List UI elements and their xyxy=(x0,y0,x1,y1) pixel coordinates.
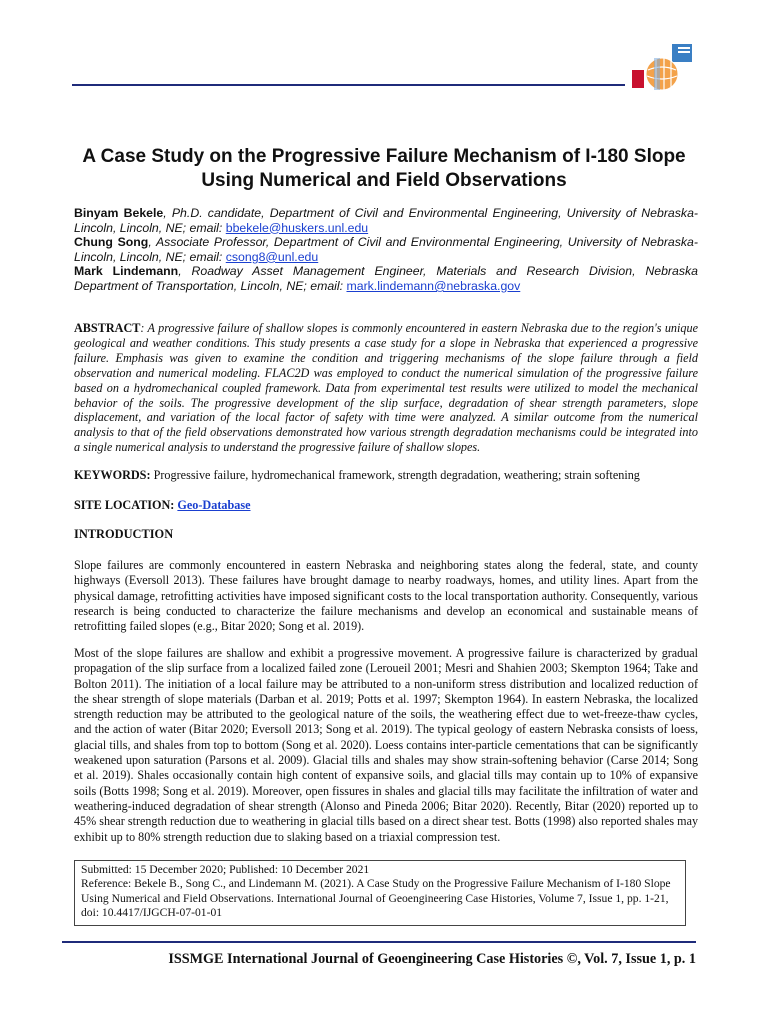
page-footer: ISSMGE International Journal of Geoengineering Case Histories ©, Vol. 7, Issue 1, p. 1 xyxy=(168,951,696,967)
author-entry xyxy=(74,235,698,264)
submission-dates: Submitted: 15 December 2020; Published: 10 December 2021 xyxy=(81,863,370,876)
header-rule xyxy=(72,84,625,86)
journal-logo xyxy=(632,42,694,98)
author-affiliation: , Associate Professor, Department of Civil and Environmental Engineering, University of Nebraska-Lincoln, Lincoln, NE; email: xyxy=(74,235,698,264)
author-entry xyxy=(74,264,698,293)
paragraph-text: Most of the slope failures are shallow and exhibit a progressive movement. A progressive failure is characterized by gradual propagation of the slip surface from a localized failed zone (Leroueil 2001; Mesri and Shahien 2003; Skempton 1964; Take and Bolton 2011). The initiation of a local failure may be attributed to a non-uniform stress distribution and localized reduction of the shear strength of slope materials (Darban et al. 2019; Potts et al. 1997; Skempton 1964). In eastern Nebraska, the localized strength reduction may be attributed to the geological nature of the soils, the weathering effect due to wet-freeze-thaw cycles, and the action of water (Bitar 2020; Eversoll 2013; Song et al. 2019). The typical geology of eastern Nebraska consists of loess, glacial tills, and shales from top to bottom (Song et al. 2020). Loess contains inter-particle cementations that can be significantly weakened upon saturation (Parsons et al. 2009). Glacial tills and shales may show strain-softening behavior (Carse 2014; Song et al. 2019). Shales occasionally contain high content of expansive soils, and glacial tills may contain up to 10% of expansive soils (Botts 1998; Song et al. 2019). Moreover, open fissures in shales and glacial tills may facilitate the infiltration of water and weathering-induced degradation of shear strength (Alonso and Pineda 2006; Bitar 2020). Recently, Bitar (2020) reported up to 45% shear strength reduction due to weathering in glacial tills based on a direct shear test. Botts (1998) also reported shales may exhibit up to 80% strength reduction due to slaking based on a triaxial compression test. xyxy=(74,646,698,844)
author-email-link[interactable]: bbekele@huskers.unl.edu xyxy=(225,220,369,235)
abstract xyxy=(74,321,698,455)
author-name: Mark Lindemann xyxy=(74,264,179,279)
author-affiliation: , Ph.D. candidate, Department of Civil and Environmental Engineering, University of Nebraska-Lincoln, Lincoln, NE; email: xyxy=(74,206,698,235)
site-location-label: SITE LOCATION: xyxy=(74,498,175,512)
abstract-text: : A progressive failure of shallow slopes is commonly encountered in eastern Nebraska due to the region's unique geological and weather conditions. This study presents a case study for a slope in Nebraska that experienced a progressive failure. Emphasis was given to examine the condition and triggering mechanisms of the slope failure through a field observation and numerical modeling. FLAC2D was employed to conduct the numerical simulation of the progressive failure based on a hydromechanical coupled framework. Data from experimental test results were utilized to model the mechanical behavior of the soils. The progressive development of the slip surface, degradation of shear strength parameters, slope displacement, and variation of the local factor of safety with time were analyzed. A similar outcome from the numerical analysis to that of the field observations demonstrated how various strength degradation mechanisms could be integrated into a single numerical analysis to understand the progressive failure of shallow slopes. xyxy=(74,321,698,455)
body-paragraph xyxy=(74,646,698,845)
geo-database-link[interactable]: Geo-Database xyxy=(177,498,251,512)
author-affiliation: , Roadway Asset Management Engineer, Materials and Research Division, Nebraska Department of Transportation, Lincoln, NE; email: xyxy=(74,264,698,293)
author-name: Binyam Bekele xyxy=(74,206,164,220)
section-heading: INTRODUCTION xyxy=(74,527,174,541)
body-paragraph xyxy=(74,558,698,634)
footer-rule xyxy=(62,941,696,943)
citation-reference: Reference: Bekele B., Song C., and Lindemann M. (2021). A Case Study on the Progressive Failure Mechanism of I-180 Slope Using Numerical and Field Observations. International Journal of Geoengineering Case Histories, Volume 7, Issue 1, pp. 1-21, doi: 10.4417/IJGCH-07-01-01 xyxy=(81,877,671,919)
author-name: Chung Song xyxy=(74,235,149,250)
submission-box xyxy=(74,860,686,926)
keywords-text: Progressive failure, hydromechanical framework, strength degradation, weathering; strain softening xyxy=(150,468,640,482)
abstract-label: ABSTRACT xyxy=(74,321,141,335)
keywords xyxy=(74,468,698,483)
keywords-label: KEYWORDS: xyxy=(74,468,151,482)
site-location xyxy=(74,498,698,513)
paper-title: A Case Study on the Progressive Failure Mechanism of I-180 Slope Using Numerical and Field Observations xyxy=(82,146,686,191)
author-email-link[interactable]: csong8@unl.edu xyxy=(225,249,319,264)
author-block xyxy=(74,206,698,294)
author-email-link[interactable]: mark.lindemann@nebraska.gov xyxy=(346,278,521,293)
paragraph-text: Slope failures are commonly encountered in eastern Nebraska and neighboring states along the federal, state, and county highways (Eversoll 2013). These failures have brought damage to nearby roadways, homes, and utility lines. Apart from the physical damage, retrofitting activities have imposed significant costs to the local transportation authority. Consequently, various research is being conducted to characterize the failure mechanisms and develop an economical and sustainable means of retrofitting failed slopes (e.g., Bitar 2020; Song et al. 2019). xyxy=(74,558,698,634)
author-entry xyxy=(74,206,698,235)
